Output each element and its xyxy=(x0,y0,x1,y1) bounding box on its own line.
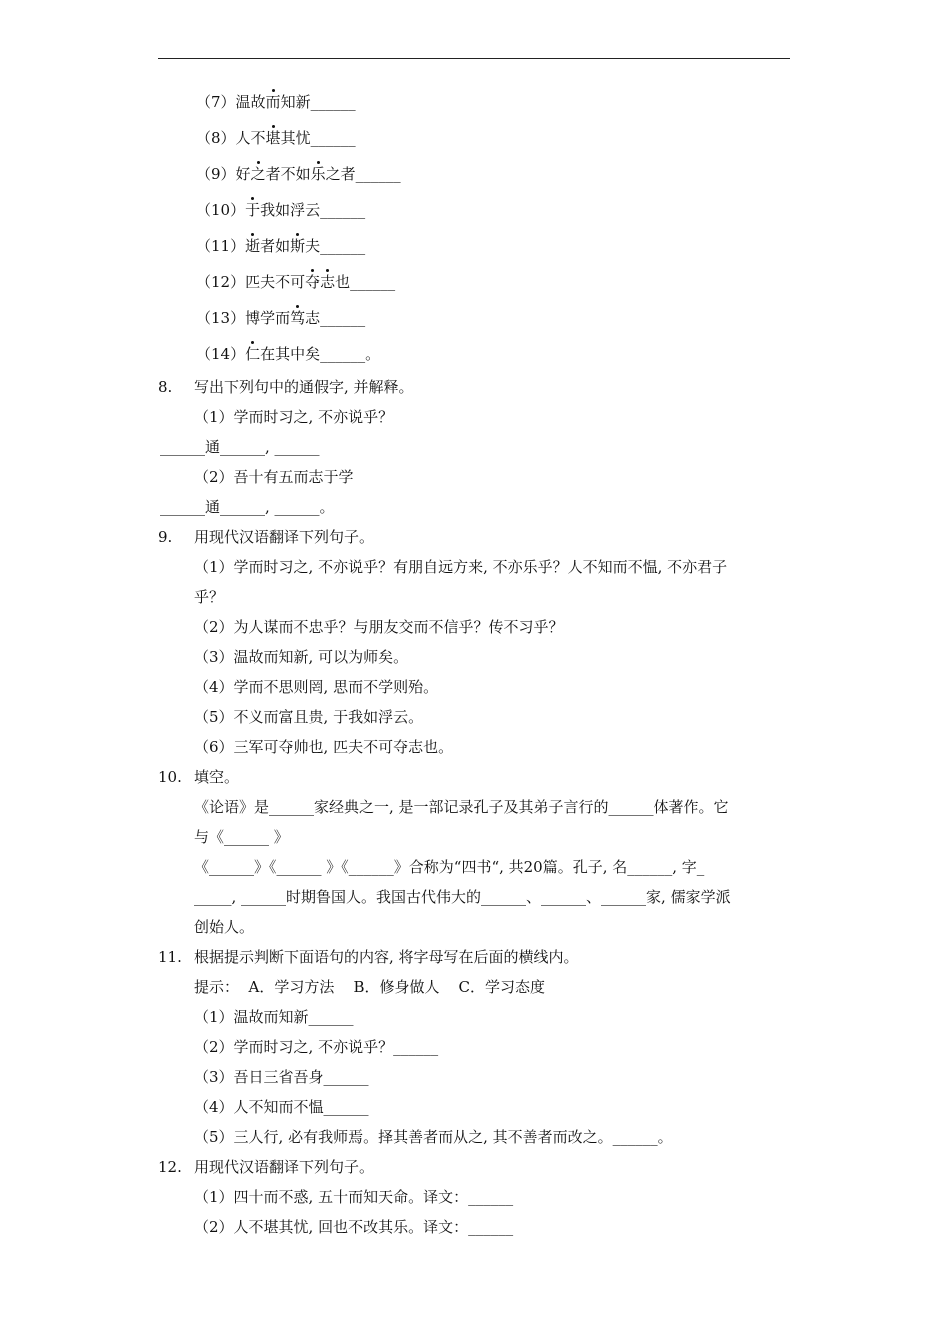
question-8 xyxy=(158,372,790,402)
question-number: 10. xyxy=(158,768,182,786)
question-title: 用现代汉语翻译下列句子。 xyxy=(194,1158,375,1176)
q10-line: 创始人。 xyxy=(194,918,255,936)
emphasis-char: 斯 xyxy=(290,228,305,264)
q10-line: 《______》《______ 》《______》合称为“四书“, 共20篇。孔子, 名______, 字_ xyxy=(194,858,705,876)
question-12 xyxy=(158,1152,790,1182)
q9-item-5: （5）不义而富且贵, 于我如浮云。 xyxy=(194,708,424,726)
q9-item-4: （4）学而不思则罔, 思而不学则殆。 xyxy=(194,678,439,696)
q7-item-12: （12）匹夫不可夺志也______ xyxy=(158,264,790,300)
question-number: 9. xyxy=(158,528,173,546)
q11-item-1: （1）温故而知新______ xyxy=(194,1008,354,1026)
q7-item-8: （8）人不堪其忧______ xyxy=(158,120,790,156)
q10-line: 与《______ 》 xyxy=(194,828,289,846)
question-number: 8. xyxy=(158,378,173,396)
q7-item-11: （11）逝者如斯夫______ xyxy=(158,228,790,264)
q7-item-14: （14）仁在其中矣______。 xyxy=(158,336,790,372)
q8-blank-line: ______通______, ______ xyxy=(160,438,320,456)
q7-item-7: （7）温故而知新______ xyxy=(158,84,790,120)
question-number: 12. xyxy=(158,1158,182,1176)
emphasis-char: 而 xyxy=(266,84,281,120)
q11-item-2: （2）学而时习之, 不亦说乎？______ xyxy=(194,1038,439,1056)
q9-item-3: （3）温故而知新, 可以为师矣。 xyxy=(194,648,409,666)
q12-item-2: （2）人不堪其忧, 回也不改其乐。译文：______ xyxy=(194,1218,514,1236)
worksheet-content xyxy=(158,84,790,1242)
q8-blank-line: ______通______, ______。 xyxy=(160,498,335,516)
q11-item-5: （5）三人行, 必有我师焉。择其善者而从之, 其不善者而改之。______。 xyxy=(194,1128,673,1146)
q8-line: （2）吾十有五而志于学 xyxy=(194,468,354,486)
q11-item-4: （4）人不知而不愠______ xyxy=(194,1098,369,1116)
question-9 xyxy=(158,522,790,552)
q9-item-6: （6）三军可夺帅也, 匹夫不可夺志也。 xyxy=(194,738,454,756)
emphasis-char: 仁 xyxy=(245,336,260,372)
q11-hint: 提示： A．学习方法 B．修身做人 C．学习态度 xyxy=(194,978,546,996)
q11-item-3: （3）吾日三省吾身______ xyxy=(194,1068,369,1086)
q7-item-10: （10）于我如浮云______ xyxy=(158,192,790,228)
question-title: 写出下列句中的通假字, 并解释。 xyxy=(194,378,414,396)
q9-item-2: （2）为人谋而不忠乎？与朋友交而不信乎？传不习乎？ xyxy=(194,618,564,636)
header-rule xyxy=(158,58,790,59)
q10-line: 《论语》是______家经典之一, 是一部记录孔子及其弟子言行的______体著作。它 xyxy=(194,798,729,816)
emphasis-char: 笃 xyxy=(290,300,305,336)
question-number: 11. xyxy=(158,948,182,966)
emphasis-char: 堪 xyxy=(266,120,281,156)
emphasis-char: 志 xyxy=(320,264,335,300)
emphasis-char: 夺 xyxy=(305,264,320,300)
q10-line: _____, ______时期鲁国人。我国古代伟大的______、______、______家, 儒家学派 xyxy=(194,888,731,906)
emphasis-char: 乐 xyxy=(311,156,326,192)
q12-item-1: （1）四十而不惑, 五十而知天命。译文：______ xyxy=(194,1188,514,1206)
question-10 xyxy=(158,762,790,792)
emphasis-char: 逝 xyxy=(245,228,260,264)
emphasis-char: 之 xyxy=(251,156,266,192)
question-title: 用现代汉语翻译下列句子。 xyxy=(194,528,375,546)
q8-line: （1）学而时习之, 不亦说乎？ xyxy=(194,408,394,426)
q7-item-9: （9）好之者不如乐之者______ xyxy=(158,156,790,192)
question-11 xyxy=(158,942,790,972)
q7-item-13: （13）博学而笃志______ xyxy=(158,300,790,336)
emphasis-char: 于 xyxy=(245,192,260,228)
question-title: 根据提示判断下面语句的内容, 将字母写在后面的横线内。 xyxy=(194,948,579,966)
question-title: 填空。 xyxy=(194,768,240,786)
q9-item-1: （1）学而时习之, 不亦说乎？有朋自远方来, 不亦乐乎？人不知而不愠, 不亦君子 乎？ xyxy=(194,558,728,606)
